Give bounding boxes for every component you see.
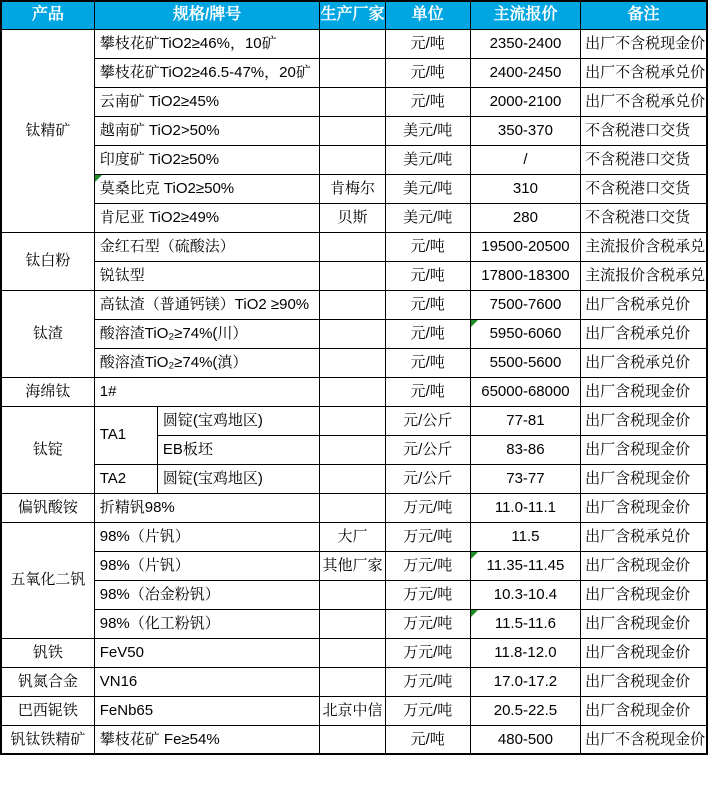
manufacturer-cell [320, 667, 385, 696]
price-cell: 480-500 [470, 725, 580, 754]
note-cell: 出厂含税现金价 [581, 609, 707, 638]
note-cell: 主流报价含税承兑 [581, 232, 707, 261]
spec-cell: 圆锭(宝鸡地区) [157, 406, 319, 435]
unit-cell: 元/吨 [385, 725, 470, 754]
manufacturer-cell [320, 290, 385, 319]
product-group-cell: 钒氮合金 [1, 667, 94, 696]
price-cell: 73-77 [470, 464, 580, 493]
spec-cell: 攀枝花矿TiO2≥46%，10矿 [94, 29, 320, 58]
manufacturer-cell [320, 638, 385, 667]
price-cell: 7500-7600 [470, 290, 580, 319]
product-group-cell: 偏钒酸铵 [1, 493, 94, 522]
unit-cell: 元/吨 [385, 290, 470, 319]
spec-cell: 折精钒98% [94, 493, 320, 522]
manufacturer-cell [320, 58, 385, 87]
unit-cell: 元/吨 [385, 348, 470, 377]
table-row [1, 87, 707, 116]
comment-flag-icon [471, 610, 478, 617]
note-cell: 出厂含税现金价 [581, 493, 707, 522]
table-row [1, 406, 707, 435]
header-cell-spec: 规格/牌号 [94, 1, 320, 29]
table-row [1, 609, 707, 638]
manufacturer-cell [320, 493, 385, 522]
unit-cell: 元/吨 [385, 232, 470, 261]
product-group-cell: 五氧化二钒 [1, 522, 94, 638]
table-row [1, 493, 707, 522]
note-cell: 出厂含税承兑价 [581, 290, 707, 319]
table-row [1, 58, 707, 87]
unit-cell: 美元/吨 [385, 203, 470, 232]
unit-cell: 美元/吨 [385, 174, 470, 203]
spec-cell: VN16 [94, 667, 320, 696]
note-cell: 出厂不含税承兑价 [581, 87, 707, 116]
price-cell: 5500-5600 [470, 348, 580, 377]
unit-cell: 元/吨 [385, 319, 470, 348]
spec-cell: 98%（片钒） [94, 522, 320, 551]
manufacturer-cell [320, 435, 385, 464]
table-row [1, 145, 707, 174]
price-cell [470, 609, 580, 638]
spec-cell: FeNb65 [94, 696, 320, 725]
table-row [1, 319, 707, 348]
spec-text: 莫桑比克 TiO2≥50% [99, 179, 235, 197]
manufacturer-cell: 其他厂家 [320, 551, 385, 580]
spec-cell: 圆锭(宝鸡地区) [157, 464, 319, 493]
manufacturer-cell [320, 377, 385, 406]
price-cell: 65000-68000 [470, 377, 580, 406]
note-cell: 主流报价含税承兑 [581, 261, 707, 290]
manufacturer-cell [320, 145, 385, 174]
spec-cell: 锐钛型 [94, 261, 320, 290]
note-cell: 出厂含税现金价 [581, 377, 707, 406]
unit-cell: 元/公斤 [385, 406, 470, 435]
header-cell-product: 产品 [1, 1, 94, 29]
table-row [1, 290, 707, 319]
manufacturer-cell [320, 29, 385, 58]
comment-flag-icon [95, 175, 102, 182]
spec-cell: 肯尼亚 TiO2≥49% [94, 203, 320, 232]
price-text: 5950-6060 [489, 324, 562, 342]
note-cell: 不含税港口交货 [581, 116, 707, 145]
table-row [1, 29, 707, 58]
header-row [1, 1, 707, 29]
spec-cell: 高钛渣（普通钙镁）TiO2 ≥90% [94, 290, 320, 319]
table-row [1, 116, 707, 145]
unit-cell: 美元/吨 [385, 145, 470, 174]
unit-cell: 万元/吨 [385, 580, 470, 609]
header-cell-maker: 生产厂家 [320, 1, 385, 29]
table-row [1, 174, 707, 203]
note-cell: 出厂不含税承兑价 [581, 58, 707, 87]
note-cell: 出厂不含税现金价 [581, 725, 707, 754]
manufacturer-cell: 大厂 [320, 522, 385, 551]
price-cell: 11.8-12.0 [470, 638, 580, 667]
unit-cell: 元/吨 [385, 377, 470, 406]
manufacturer-cell [320, 464, 385, 493]
note-cell: 出厂含税现金价 [581, 406, 707, 435]
header-cell-note: 备注 [581, 1, 707, 29]
table-row [1, 638, 707, 667]
note-cell: 出厂含税承兑价 [581, 319, 707, 348]
product-group-cell: 钒铁 [1, 638, 94, 667]
product-group-cell: 钛白粉 [1, 232, 94, 290]
manufacturer-cell: 肯梅尔 [320, 174, 385, 203]
spec-cell: 金红石型（硫酸法） [94, 232, 320, 261]
unit-cell: 万元/吨 [385, 609, 470, 638]
product-group-cell: 钛渣 [1, 290, 94, 377]
product-group-cell: 巴西铌铁 [1, 696, 94, 725]
unit-cell: 元/吨 [385, 29, 470, 58]
manufacturer-cell: 北京中信 [320, 696, 385, 725]
price-cell: 2400-2450 [470, 58, 580, 87]
price-cell: / [470, 145, 580, 174]
comment-flag-icon [471, 320, 478, 327]
table-row [1, 261, 707, 290]
table-row [1, 522, 707, 551]
grade-cell: TA2 [94, 464, 157, 493]
spec-cell: 98%（片钒） [94, 551, 320, 580]
spec-cell: 酸溶渣TiO₂≥74%(川） [94, 319, 320, 348]
unit-cell: 美元/吨 [385, 116, 470, 145]
price-cell: 20.5-22.5 [470, 696, 580, 725]
unit-cell: 万元/吨 [385, 551, 470, 580]
unit-cell: 元/吨 [385, 261, 470, 290]
manufacturer-cell [320, 406, 385, 435]
unit-cell: 万元/吨 [385, 522, 470, 551]
header-cell-price: 主流报价 [470, 1, 580, 29]
table-row [1, 203, 707, 232]
unit-cell: 元/公斤 [385, 435, 470, 464]
table-row [1, 725, 707, 754]
price-text: 11.35-11.45 [486, 556, 565, 574]
note-cell: 出厂含税承兑价 [581, 348, 707, 377]
note-cell: 出厂含税现金价 [581, 464, 707, 493]
manufacturer-cell [320, 319, 385, 348]
product-group-cell: 钛精矿 [1, 29, 94, 232]
note-cell: 出厂含税现金价 [581, 696, 707, 725]
price-cell: 10.3-10.4 [470, 580, 580, 609]
grade-cell: TA1 [94, 406, 157, 464]
spec-cell: 云南矿 TiO2≥45% [94, 87, 320, 116]
spec-cell [94, 174, 320, 203]
manufacturer-cell [320, 261, 385, 290]
price-cell: 2350-2400 [470, 29, 580, 58]
manufacturer-cell [320, 580, 385, 609]
manufacturer-cell [320, 725, 385, 754]
price-cell: 77-81 [470, 406, 580, 435]
table-row [1, 580, 707, 609]
table-row [1, 464, 707, 493]
unit-cell: 元/吨 [385, 87, 470, 116]
product-group-cell: 钛锭 [1, 406, 94, 493]
price-cell: 310 [470, 174, 580, 203]
price-cell [470, 551, 580, 580]
spec-cell: 攀枝花矿TiO2≥46.5-47%，20矿 [94, 58, 320, 87]
price-text: 11.5-11.6 [494, 614, 557, 632]
note-cell: 出厂含税现金价 [581, 580, 707, 609]
price-cell: 11.0-11.1 [470, 493, 580, 522]
spec-cell: 1# [94, 377, 320, 406]
note-cell: 出厂含税承兑价 [581, 522, 707, 551]
table-row [1, 377, 707, 406]
unit-cell: 万元/吨 [385, 493, 470, 522]
note-cell: 出厂含税现金价 [581, 638, 707, 667]
price-cell: 19500-20500 [470, 232, 580, 261]
note-cell: 出厂含税现金价 [581, 435, 707, 464]
note-cell: 不含税港口交货 [581, 174, 707, 203]
spec-cell: 98%（冶金粉钒） [94, 580, 320, 609]
price-cell: 17.0-17.2 [470, 667, 580, 696]
note-cell: 不含税港口交货 [581, 203, 707, 232]
unit-cell: 万元/吨 [385, 696, 470, 725]
note-cell: 出厂含税现金价 [581, 551, 707, 580]
manufacturer-cell [320, 232, 385, 261]
note-cell: 出厂含税现金价 [581, 667, 707, 696]
unit-cell: 万元/吨 [385, 638, 470, 667]
table-row [1, 348, 707, 377]
unit-cell: 元/公斤 [385, 464, 470, 493]
spec-cell: FeV50 [94, 638, 320, 667]
price-cell: 280 [470, 203, 580, 232]
spec-cell: 酸溶渣TiO₂≥74%(滇） [94, 348, 320, 377]
manufacturer-cell [320, 348, 385, 377]
price-cell: 17800-18300 [470, 261, 580, 290]
note-cell: 出厂不含税现金价 [581, 29, 707, 58]
spec-cell: 越南矿 TiO2>50% [94, 116, 320, 145]
product-group-cell: 海绵钛 [1, 377, 94, 406]
header-cell-unit: 单位 [385, 1, 470, 29]
spec-cell: EB板坯 [157, 435, 319, 464]
price-cell: 83-86 [470, 435, 580, 464]
unit-cell: 万元/吨 [385, 667, 470, 696]
note-cell: 不含税港口交货 [581, 145, 707, 174]
table-row [1, 696, 707, 725]
manufacturer-cell [320, 116, 385, 145]
table-row [1, 551, 707, 580]
spec-cell: 攀枝花矿 Fe≥54% [94, 725, 320, 754]
price-cell [470, 319, 580, 348]
manufacturer-cell [320, 87, 385, 116]
comment-flag-icon [471, 552, 478, 559]
manufacturer-cell [320, 609, 385, 638]
price-cell: 11.5 [470, 522, 580, 551]
spec-cell: 98%（化工粉钒） [94, 609, 320, 638]
table-row [1, 232, 707, 261]
product-group-cell: 钒钛铁精矿 [1, 725, 94, 754]
price-cell: 2000-2100 [470, 87, 580, 116]
table-row [1, 667, 707, 696]
spec-cell: 印度矿 TiO2≥50% [94, 145, 320, 174]
price-cell: 350-370 [470, 116, 580, 145]
unit-cell: 元/吨 [385, 58, 470, 87]
manufacturer-cell: 贝斯 [320, 203, 385, 232]
